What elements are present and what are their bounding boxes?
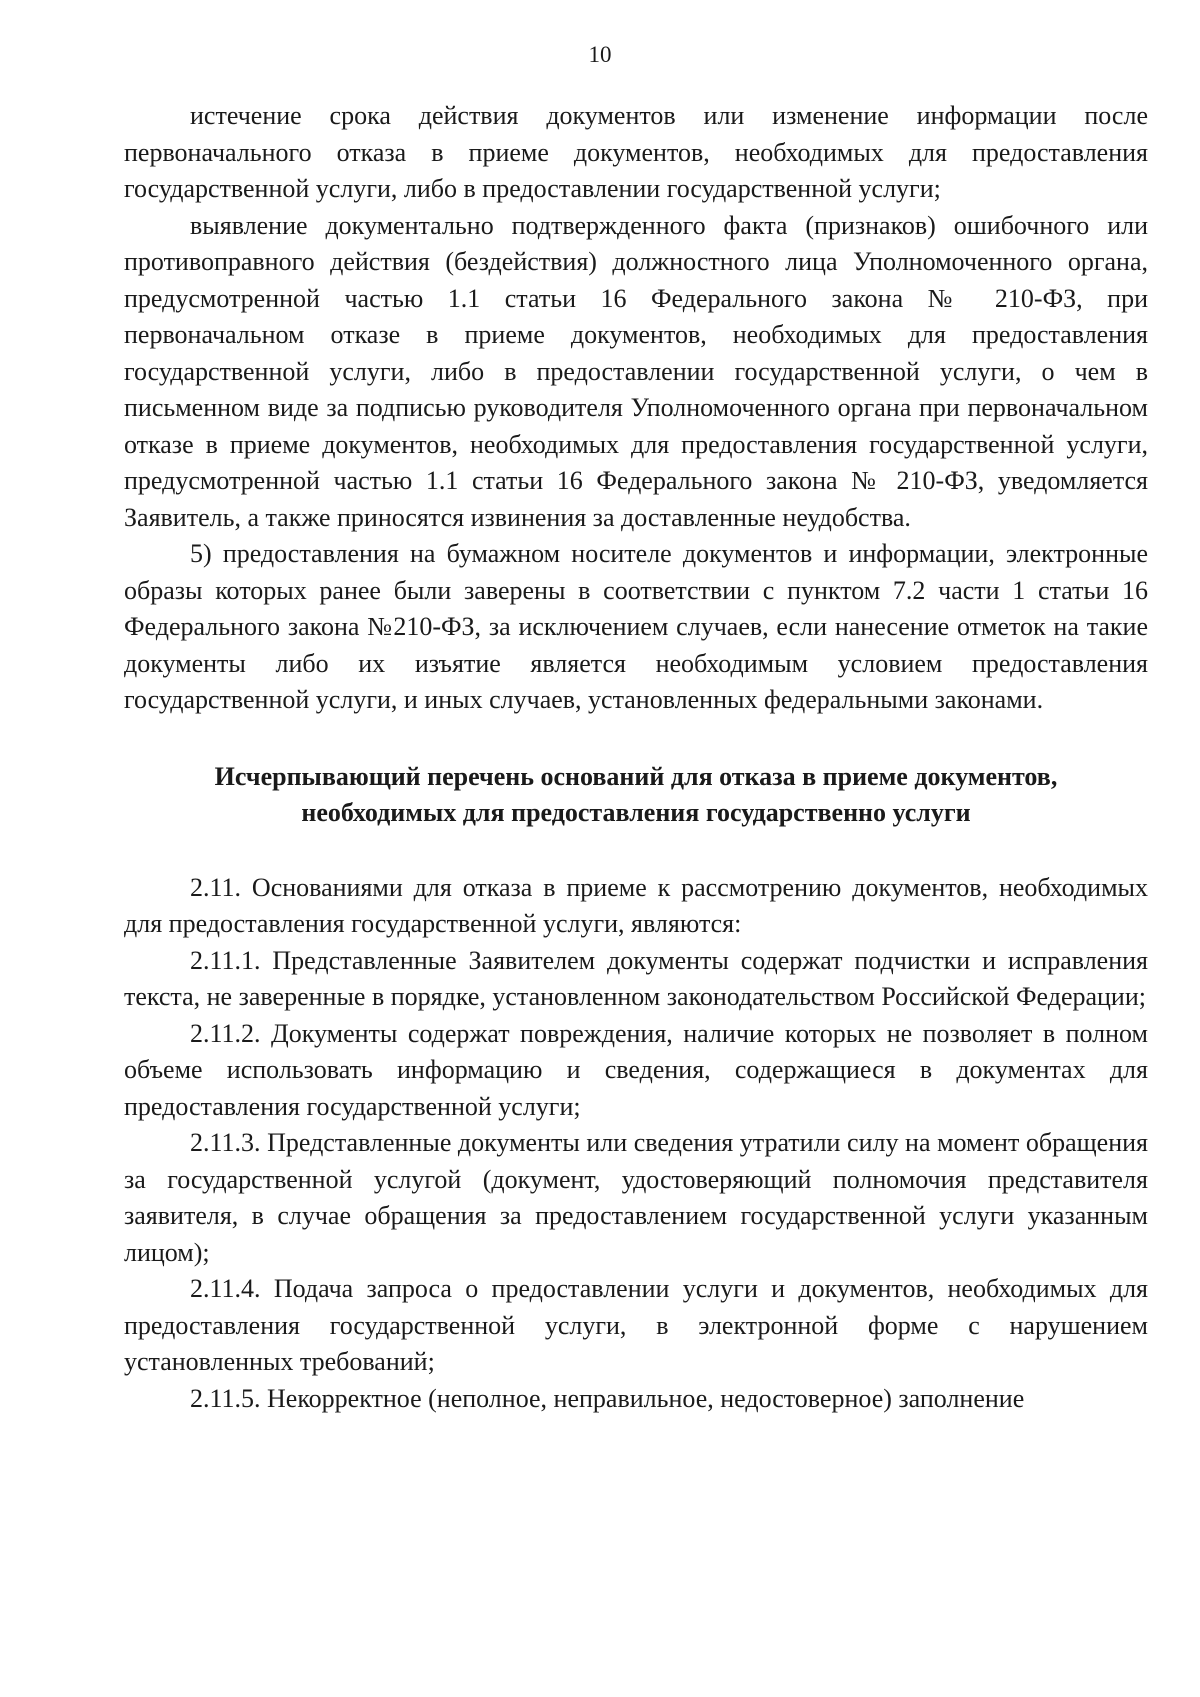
paragraph-official-error: выявление документально подтвержденного факта (признаков) ошибочного или противоправного действия (бездействия) должностного лица Уполномоченного органа, предусмотренной частью 1.1 статьи 16 Федерального закона № 210-ФЗ, при первоначальном отказе в приеме документов, необходимых для предоставления государственной услуги, либо в предоставлении государственной услуги, о чем в письменном виде за подписью руководителя Уполномоченного органа при первоначальном отказе в приеме документов, необходимых для предоставления государственной услуги, предусмотренной частью 1.1 статьи 16 Федерального закона № 210-ФЗ, уведомляется Заявитель, а также приносятся извинения за доставленные неудобства. (124, 210, 1148, 532)
paragraph-2-11: 2.11. Основаниями для отказа в приеме к рассмотрению документов, необходимых для предоставления государственной услуги, являются: (124, 872, 1148, 938)
paragraph-paper-documents: 5) предоставления на бумажном носителе документов и информации, электронные образы которых ранее были заверены в соответствии с пунктом 7.2 части 1 статьи 16 Федерального закона №210-ФЗ, за исключением случаев, если нанесение отметок на такие документы либо их изъятие является необходимым условием предоставления государственной услуги, и иных случаев, установленных федеральными законами. (124, 539, 1148, 714)
paragraph-2-11-5: 2.11.5. Некорректное (неполное, неправильное, недостоверное) заполнение (190, 1383, 1025, 1413)
page-number: 10 (588, 42, 612, 67)
paragraph-2-11-4: 2.11.4. Подача запроса о предоставлении услуги и документов, необходимых для предоставления государственной услуги, в электронной форме с нарушением установленных требований; (124, 1274, 1148, 1376)
paragraph-document-expiry: истечение срока действия документов или изменение информации после первоначального отказа в приеме документов, необходимых для предоставления государственной услуги, либо в предоставлении государственной услуги; (124, 101, 1148, 203)
paragraph-2-11-3: 2.11.3. Представленные документы или сведения утратили силу на момент обращения за государственной услугой (документ, удостоверяющий полномочия представителя заявителя, в случае обращения за предоставлением государственной услуги указанным лицом); (124, 1128, 1148, 1267)
document-body (124, 98, 1148, 1417)
paragraph-2-11-1: 2.11.1. Представленные Заявителем документы содержат подчистки и исправления текста, не заверенные в порядке, установленном законодательством Российской Федерации; (124, 945, 1148, 1011)
section-heading: Исчерпывающий перечень оснований для отказа в приеме документов, необходимых для предоставления государственно услуги (214, 761, 1058, 827)
paragraph-2-11-2: 2.11.2. Документы содержат повреждения, наличие которых не позволяет в полном объеме использовать информацию и сведения, содержащиеся в документах для предоставления государственной услуги; (124, 1018, 1148, 1121)
